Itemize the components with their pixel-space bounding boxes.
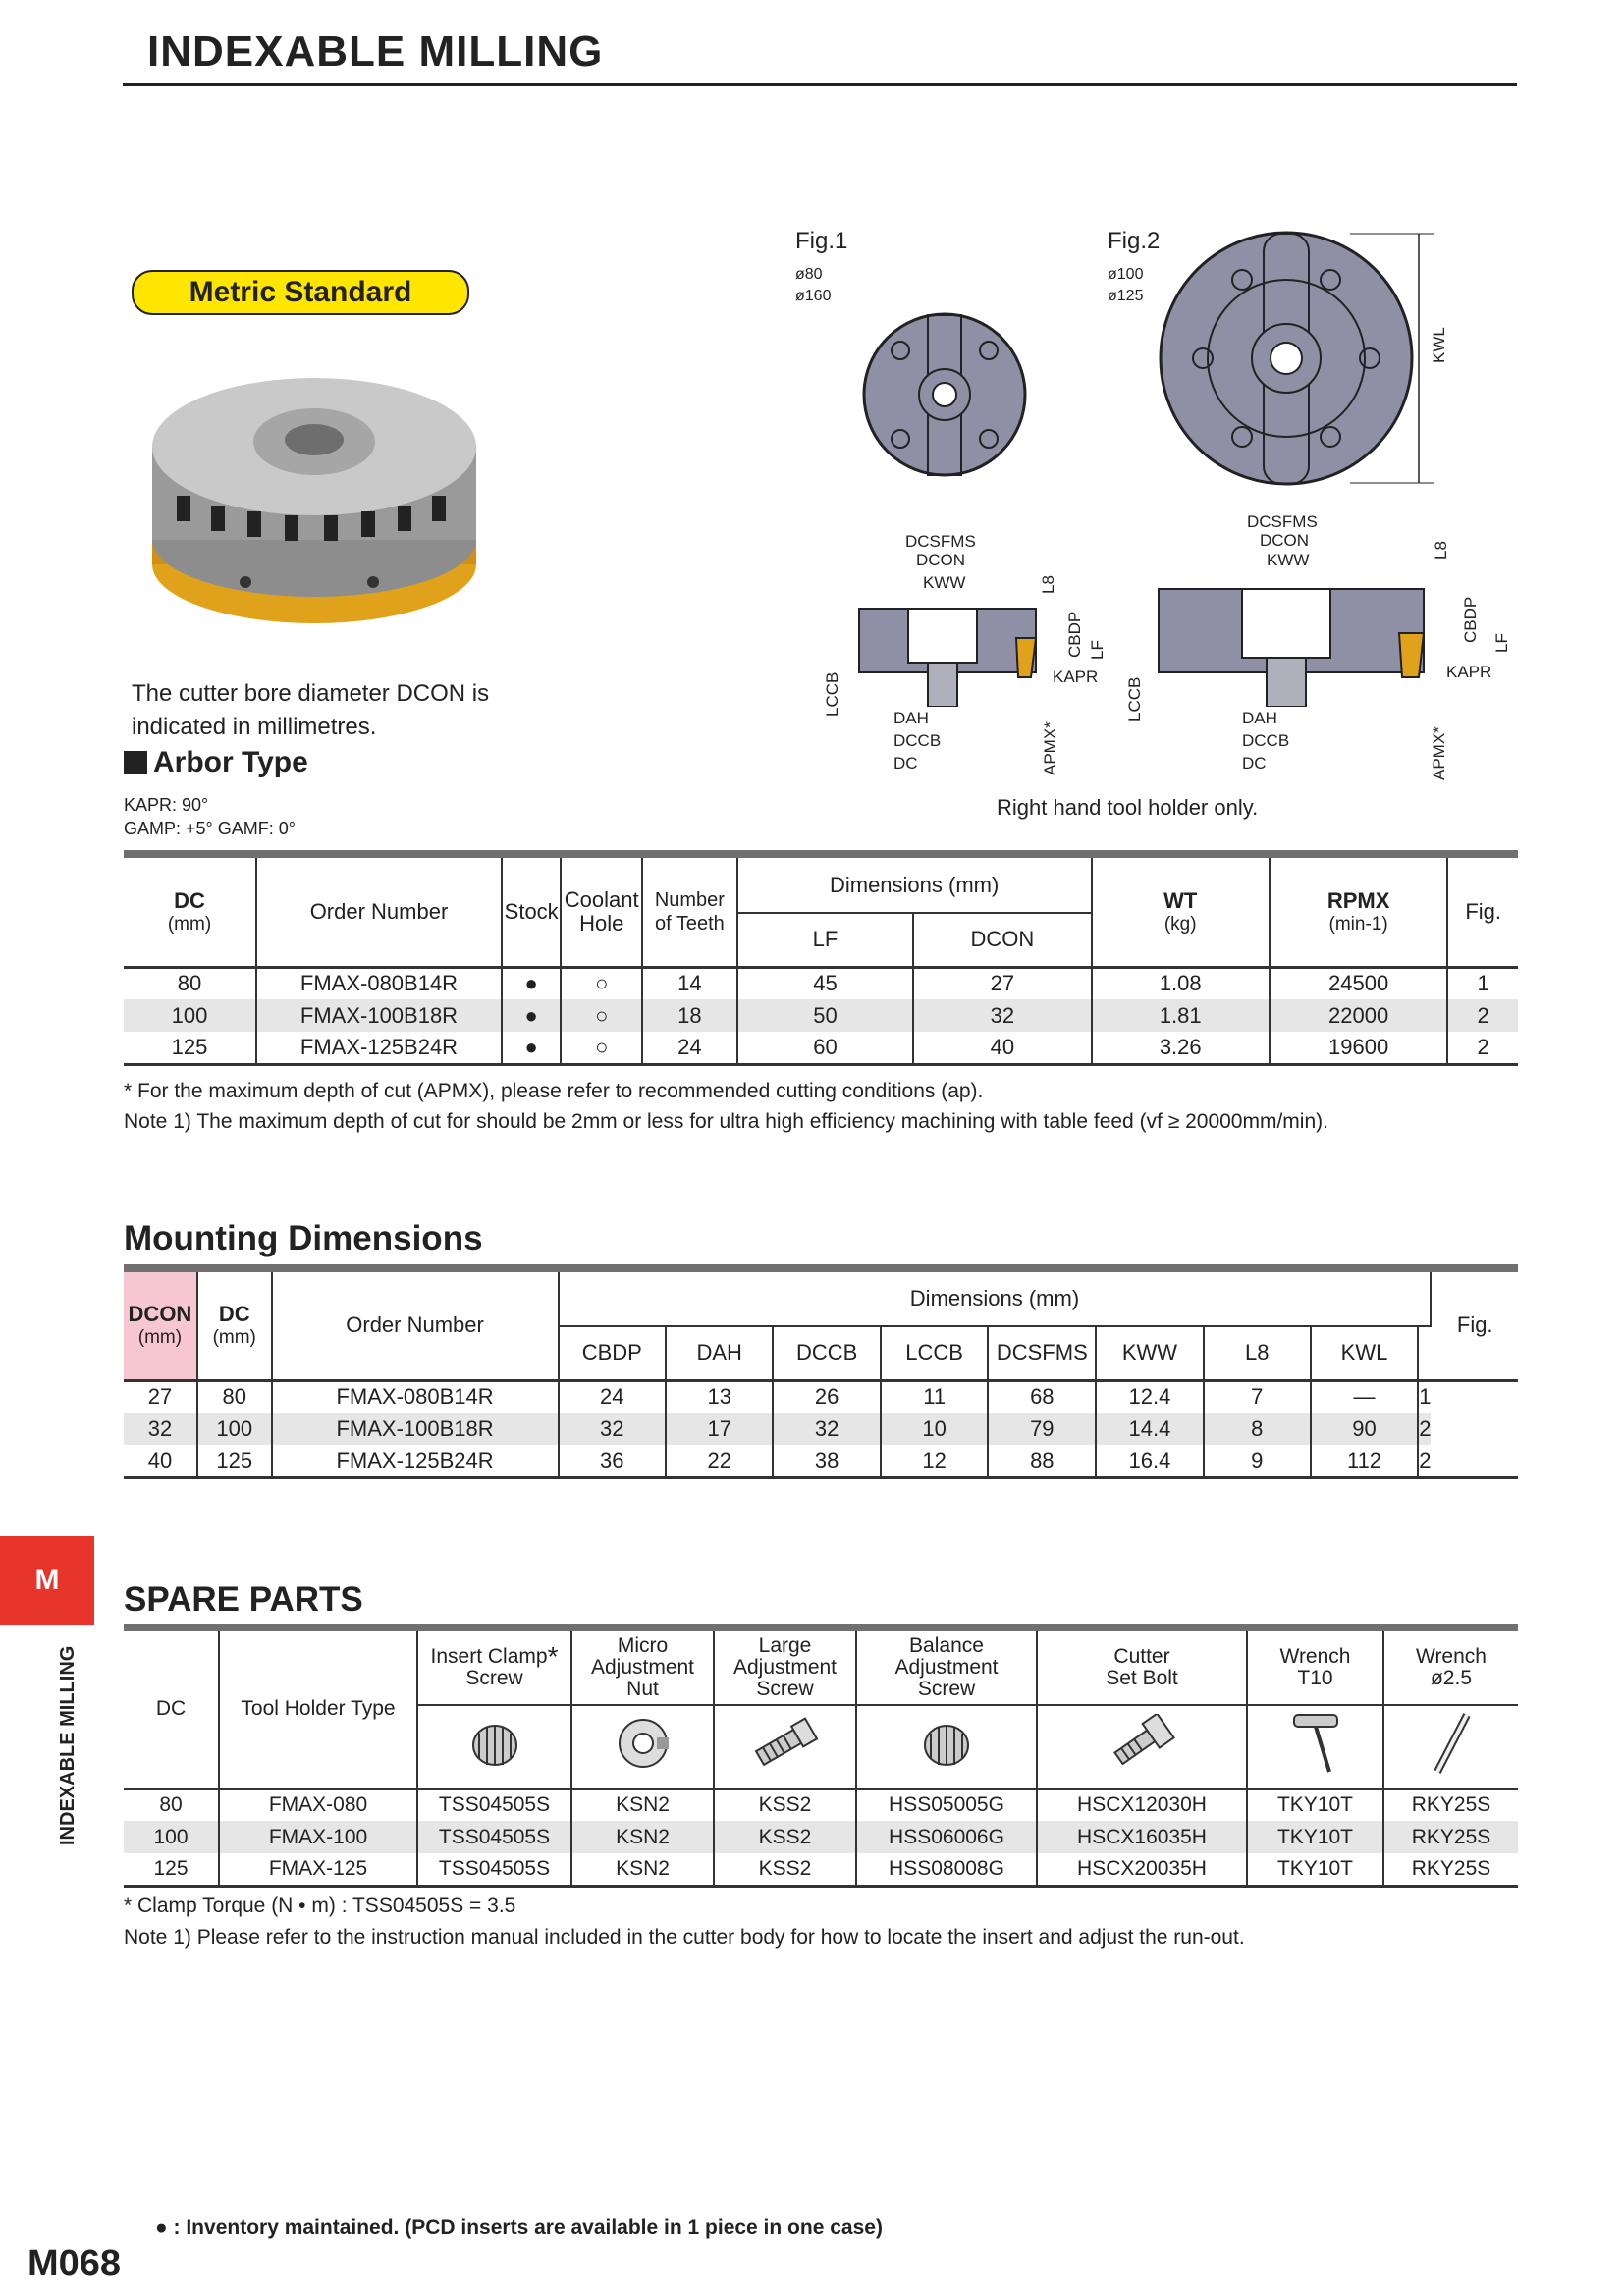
cell-coolant: ○	[561, 1032, 642, 1064]
metric-standard-badge: Metric Standard	[132, 270, 469, 315]
cell-dcon: 40	[124, 1445, 197, 1477]
kapr-angle: KAPR: 90°	[124, 795, 209, 815]
cell-fig: 2	[1477, 1034, 1489, 1059]
bore-note	[132, 677, 603, 744]
arbor-type-table	[124, 850, 1518, 1066]
th-order-number: Order Number	[272, 1272, 559, 1380]
cell-balance: HSS06006G	[856, 1821, 1037, 1853]
title-rule	[123, 83, 1517, 86]
cell-order: FMAX-100B18R	[272, 1413, 559, 1445]
fig1-side-view-diagram	[849, 599, 1046, 707]
cell-kww: 12.4	[1096, 1380, 1203, 1413]
cell-wrench-r: RKY25S	[1411, 1825, 1491, 1848]
fig2-dim-dc: DC	[1242, 754, 1267, 773]
page-number: M068	[27, 2243, 122, 2284]
adjustment-nut-icon	[614, 1714, 673, 1773]
cell-dcsfms: 68	[988, 1380, 1096, 1413]
cell-dc: 80	[124, 1789, 219, 1821]
fig1-dim-dah: DAH	[893, 709, 929, 727]
cell-kww: 16.4	[1096, 1445, 1203, 1477]
th-wrench-r-2: ø2.5	[1430, 1667, 1473, 1689]
th-wrench-t-1: Wrench	[1279, 1645, 1351, 1668]
cell-dcon: 32	[124, 1413, 197, 1445]
table-row	[124, 1380, 1518, 1413]
spare-parts-title: SPARE PARTS	[124, 1580, 363, 1619]
th-clamp-2: Screw	[465, 1667, 523, 1689]
th-fig: Fig.	[1465, 898, 1501, 924]
cell-fig: 2	[1477, 1002, 1489, 1028]
section-side-label: INDEXABLE MILLING	[57, 1645, 79, 1845]
th-dimensions: Dimensions (mm)	[737, 858, 1092, 913]
th-wrench-r-1: Wrench	[1416, 1645, 1487, 1668]
fig2-label: Fig.2	[1108, 228, 1161, 254]
fig2-dim-kww: KWW	[1267, 551, 1310, 569]
cell-wt: 1.08	[1092, 967, 1270, 999]
cell-dcon: 40	[913, 1032, 1091, 1064]
fig2-top-view-diagram	[1154, 226, 1468, 491]
cell-lf: 60	[737, 1032, 913, 1064]
th-wt: WT	[1163, 887, 1198, 913]
cell-kww: 14.4	[1096, 1413, 1203, 1445]
fig2-size-1: ø100	[1108, 266, 1144, 283]
th-micro-2: Adjustment	[590, 1656, 695, 1679]
page-title: INDEXABLE MILLING	[147, 27, 604, 76]
bore-note-line1: The cutter bore diameter DCON is	[132, 680, 490, 707]
t-wrench-icon	[1286, 1709, 1345, 1778]
fig1-dim-kww: KWW	[923, 573, 966, 592]
th-dc: DC	[124, 1631, 219, 1789]
cell-bolt: HSCX12030H	[1037, 1789, 1247, 1821]
th-dc-unit: (mm)	[212, 1327, 256, 1349]
th-dimensions: Dimensions (mm)	[559, 1272, 1432, 1326]
cell-fig: 2	[1419, 1415, 1432, 1441]
fig1-label: Fig.1	[795, 228, 848, 254]
cutter-product-image	[137, 348, 491, 643]
cell-dcsfms: 88	[988, 1445, 1096, 1477]
cell-cbdp: 32	[559, 1413, 667, 1445]
cell-teeth: 14	[642, 967, 737, 999]
gamp-angle: GAMP: +5° GAMF: 0°	[124, 819, 296, 838]
cell-dc: 125	[197, 1445, 272, 1477]
cell-micro: KSN2	[571, 1821, 714, 1853]
section-tab[interactable]: M	[0, 1536, 94, 1625]
th-wt-unit: (kg)	[1163, 913, 1197, 934]
balance-screw-icon	[917, 1716, 976, 1771]
th-bolt-2: Set Bolt	[1106, 1667, 1178, 1689]
fig1-dim-l8: L8	[1039, 575, 1057, 594]
th-large-3: Screw	[756, 1678, 814, 1700]
fig2-dim-cbdp: CBDP	[1461, 596, 1480, 643]
th-cbdp: CBDP	[559, 1326, 667, 1380]
fig1-size-1: ø80	[795, 266, 823, 283]
th-dcsfms: DCSFMS	[988, 1326, 1096, 1380]
th-dc: DC	[218, 1302, 250, 1327]
fig2-dim-dccb: DCCB	[1242, 731, 1290, 750]
fig1-dim-dcon: DCON	[916, 551, 966, 569]
cell-dc: 80	[197, 1380, 272, 1413]
cell-clamp: TSS04505S	[417, 1789, 571, 1821]
cell-teeth: 18	[642, 999, 737, 1032]
th-dccb: DCCB	[773, 1326, 881, 1380]
mounting-dimensions-table	[124, 1264, 1518, 1479]
note-1: Note 1) The maximum depth of cut for should be 2mm or less for ultra high efficiency machining with table feed (vf ≥ 20000mm/min).	[124, 1110, 1328, 1133]
cell-rpmx: 22000	[1270, 999, 1447, 1032]
fig2-size-2: ø125	[1108, 288, 1144, 304]
cell-l8: 7	[1204, 1380, 1311, 1413]
table-row	[124, 999, 1518, 1032]
set-bolt-icon	[1103, 1714, 1181, 1773]
th-balance-3: Screw	[917, 1678, 976, 1700]
fig2-dim-l8: L8	[1432, 541, 1450, 560]
th-bolt-1: Cutter	[1113, 1645, 1170, 1668]
fig1-dim-apmx: APMX*	[1041, 721, 1059, 775]
cell-order: FMAX-080B14R	[256, 967, 502, 999]
bore-note-line2: indicated in millimetres.	[132, 714, 377, 740]
th-l8: L8	[1204, 1326, 1311, 1380]
fig1-dim-cbdp: CBDP	[1065, 611, 1084, 658]
th-fig: Fig.	[1456, 1312, 1493, 1338]
th-coolant-2: Hole	[579, 910, 624, 935]
cell-dc: 100	[197, 1413, 272, 1445]
fig2-side-view-diagram	[1149, 574, 1434, 707]
table-row	[124, 1821, 1518, 1853]
fig2-dim-lf: LF	[1492, 633, 1511, 653]
note-clamp-torque: * Clamp Torque (N • m) : TSS04505S = 3.5	[124, 1895, 516, 1917]
cell-dc: 100	[124, 999, 256, 1032]
cell-order: FMAX-100B18R	[256, 999, 502, 1032]
cell-dc: 100	[124, 1821, 219, 1853]
cell-dc: 125	[124, 1853, 219, 1886]
th-clamp-1: Insert Clamp	[430, 1645, 548, 1668]
th-teeth-1: Number	[654, 888, 725, 911]
fig2-dim-apmx: APMX*	[1430, 726, 1448, 780]
cell-order: FMAX-125B24R	[272, 1445, 559, 1477]
cell-holder: FMAX-125	[219, 1853, 417, 1886]
cell-cbdp: 24	[559, 1380, 667, 1413]
cell-fig: 1	[1477, 971, 1489, 996]
cell-rpmx: 19600	[1270, 1032, 1447, 1064]
right-hand-note: Right hand tool holder only.	[997, 795, 1259, 820]
arbor-type-label: Arbor Type	[153, 746, 308, 778]
fig1-size-2: ø160	[795, 288, 832, 304]
cell-dccb: 32	[773, 1413, 881, 1445]
fig2-dim-dcon: DCON	[1260, 531, 1310, 550]
note-apmx: * For the maximum depth of cut (APMX), please refer to recommended cutting conditions (ap).	[124, 1080, 984, 1102]
cell-lccb: 12	[881, 1445, 988, 1477]
cell-dcsfms: 79	[988, 1413, 1096, 1445]
cell-fig: 2	[1419, 1447, 1432, 1472]
cell-holder: FMAX-080	[219, 1789, 417, 1821]
cell-dc: 80	[124, 967, 256, 999]
cell-kwl: 112	[1311, 1445, 1418, 1477]
th-wrench-t-2: T10	[1297, 1667, 1333, 1689]
fig1-dim-kapr: KAPR	[1053, 667, 1099, 686]
cell-holder: FMAX-100	[219, 1821, 417, 1853]
cell-wt: 1.81	[1092, 999, 1270, 1032]
dim-kwl: KWL	[1430, 327, 1448, 363]
note-spare-parts: Note 1) Please refer to the instruction manual included in the cutter body for how to locate the insert and adjust the run-out.	[124, 1926, 1245, 1949]
cell-large: KSS2	[714, 1789, 856, 1821]
mounting-dimensions-title: Mounting Dimensions	[124, 1219, 483, 1257]
inventory-note: ● : Inventory maintained. (PCD inserts are available in 1 piece in one case)	[155, 2216, 883, 2239]
th-coolant-1: Coolant	[564, 886, 639, 912]
clamp-screw-icon	[465, 1716, 524, 1771]
cell-lf: 50	[737, 999, 913, 1032]
fig2-dim-lccb: LCCB	[1125, 676, 1144, 721]
fig2-dim-kapr: KAPR	[1446, 663, 1492, 681]
cell-l8: 9	[1204, 1445, 1311, 1477]
fig1-dim-dccb: DCCB	[893, 731, 942, 750]
cell-lccb: 11	[881, 1380, 988, 1413]
th-dc-unit: (mm)	[167, 913, 212, 934]
cell-l8: 8	[1204, 1413, 1311, 1445]
cell-order: FMAX-080B14R	[272, 1380, 559, 1413]
cell-kwl: —	[1311, 1380, 1418, 1413]
cell-large: KSS2	[714, 1853, 856, 1886]
fig1-dim-lccb: LCCB	[823, 671, 841, 717]
cell-lccb: 10	[881, 1413, 988, 1445]
th-dah: DAH	[666, 1326, 773, 1380]
spare-parts-table	[124, 1624, 1518, 1888]
cell-micro: KSN2	[571, 1789, 714, 1821]
cell-stock: ●	[502, 1032, 561, 1064]
cell-balance: HSS08008G	[856, 1853, 1037, 1886]
th-kww: KWW	[1096, 1326, 1203, 1380]
cell-coolant: ○	[561, 967, 642, 999]
table-row	[124, 1413, 1518, 1445]
cell-wt: 3.26	[1092, 1032, 1270, 1064]
fig2-dim-dah: DAH	[1242, 709, 1277, 727]
cell-dah: 13	[666, 1380, 773, 1413]
th-rpmx-unit: (min-1)	[1328, 913, 1388, 934]
th-dcon: DCON	[128, 1302, 192, 1327]
th-teeth-2: of Teeth	[654, 912, 725, 934]
th-dc: DC	[174, 887, 205, 913]
th-lccb: LCCB	[881, 1326, 988, 1380]
fig1-top-view-diagram	[859, 309, 1031, 481]
th-order-number: Order Number	[256, 858, 502, 967]
cell-lf: 45	[737, 967, 913, 999]
th-lf: LF	[737, 913, 913, 967]
adjustment-screw-icon	[746, 1716, 825, 1771]
th-tool-holder-type: Tool Holder Type	[219, 1631, 417, 1789]
cell-order: FMAX-125B24R	[256, 1032, 502, 1064]
cell-bolt: HSCX20035H	[1037, 1853, 1247, 1886]
th-kwl: KWL	[1311, 1326, 1418, 1380]
th-balance-2: Adjustment	[894, 1656, 999, 1679]
cell-clamp: TSS04505S	[417, 1853, 571, 1886]
cell-dc: 125	[124, 1032, 256, 1064]
cell-dcon: 27	[913, 967, 1091, 999]
table-row	[124, 967, 1518, 999]
cell-balance: HSS05005G	[856, 1789, 1037, 1821]
cell-wrench-t: TKY10T	[1247, 1853, 1383, 1886]
cell-large: KSS2	[714, 1821, 856, 1853]
th-stock: Stock	[502, 858, 561, 967]
table-row	[124, 1032, 1518, 1064]
th-micro-1: Micro	[617, 1634, 669, 1657]
table-row	[124, 1853, 1518, 1886]
th-rpmx: RPMX	[1326, 887, 1390, 913]
cell-coolant: ○	[561, 999, 642, 1032]
cell-wrench-r: RKY25S	[1411, 1856, 1491, 1880]
cell-wrench-r: RKY25S	[1411, 1793, 1491, 1817]
arbor-type-heading	[124, 746, 308, 779]
fig1-dim-dc: DC	[893, 754, 918, 773]
cell-dah: 22	[666, 1445, 773, 1477]
th-balance-1: Balance	[909, 1634, 984, 1657]
th-clamp-star: *	[547, 1641, 559, 1672]
th-large-1: Large	[758, 1634, 812, 1657]
fig1-dim-dcsfms: DCSFMS	[905, 532, 976, 551]
th-large-2: Adjustment	[732, 1656, 838, 1679]
fig2-dim-dcsfms: DCSFMS	[1247, 512, 1318, 531]
cell-clamp: TSS04505S	[417, 1821, 571, 1853]
cell-kwl: 90	[1311, 1413, 1418, 1445]
rod-wrench-icon	[1422, 1709, 1481, 1778]
square-bullet-icon	[124, 751, 147, 774]
cell-dccb: 38	[773, 1445, 881, 1477]
table-row	[124, 1789, 1518, 1821]
cell-teeth: 24	[642, 1032, 737, 1064]
table-row	[124, 1445, 1518, 1477]
th-dcon-unit: (mm)	[137, 1327, 183, 1349]
cell-dccb: 26	[773, 1380, 881, 1413]
th-micro-3: Nut	[626, 1678, 659, 1700]
cell-bolt: HSCX16035H	[1037, 1821, 1247, 1853]
cell-stock: ●	[502, 967, 561, 999]
cell-dah: 17	[666, 1413, 773, 1445]
cell-dcon: 27	[124, 1380, 197, 1413]
cell-micro: KSN2	[571, 1853, 714, 1886]
th-dcon: DCON	[913, 913, 1091, 967]
cell-wrench-t: TKY10T	[1247, 1821, 1383, 1853]
cell-cbdp: 36	[559, 1445, 667, 1477]
cell-fig: 1	[1419, 1384, 1432, 1410]
cell-rpmx: 24500	[1270, 967, 1447, 999]
fig1-dim-lf: LF	[1088, 640, 1107, 660]
cell-dcon: 32	[913, 999, 1091, 1032]
cell-stock: ●	[502, 999, 561, 1032]
cell-wrench-t: TKY10T	[1247, 1789, 1383, 1821]
